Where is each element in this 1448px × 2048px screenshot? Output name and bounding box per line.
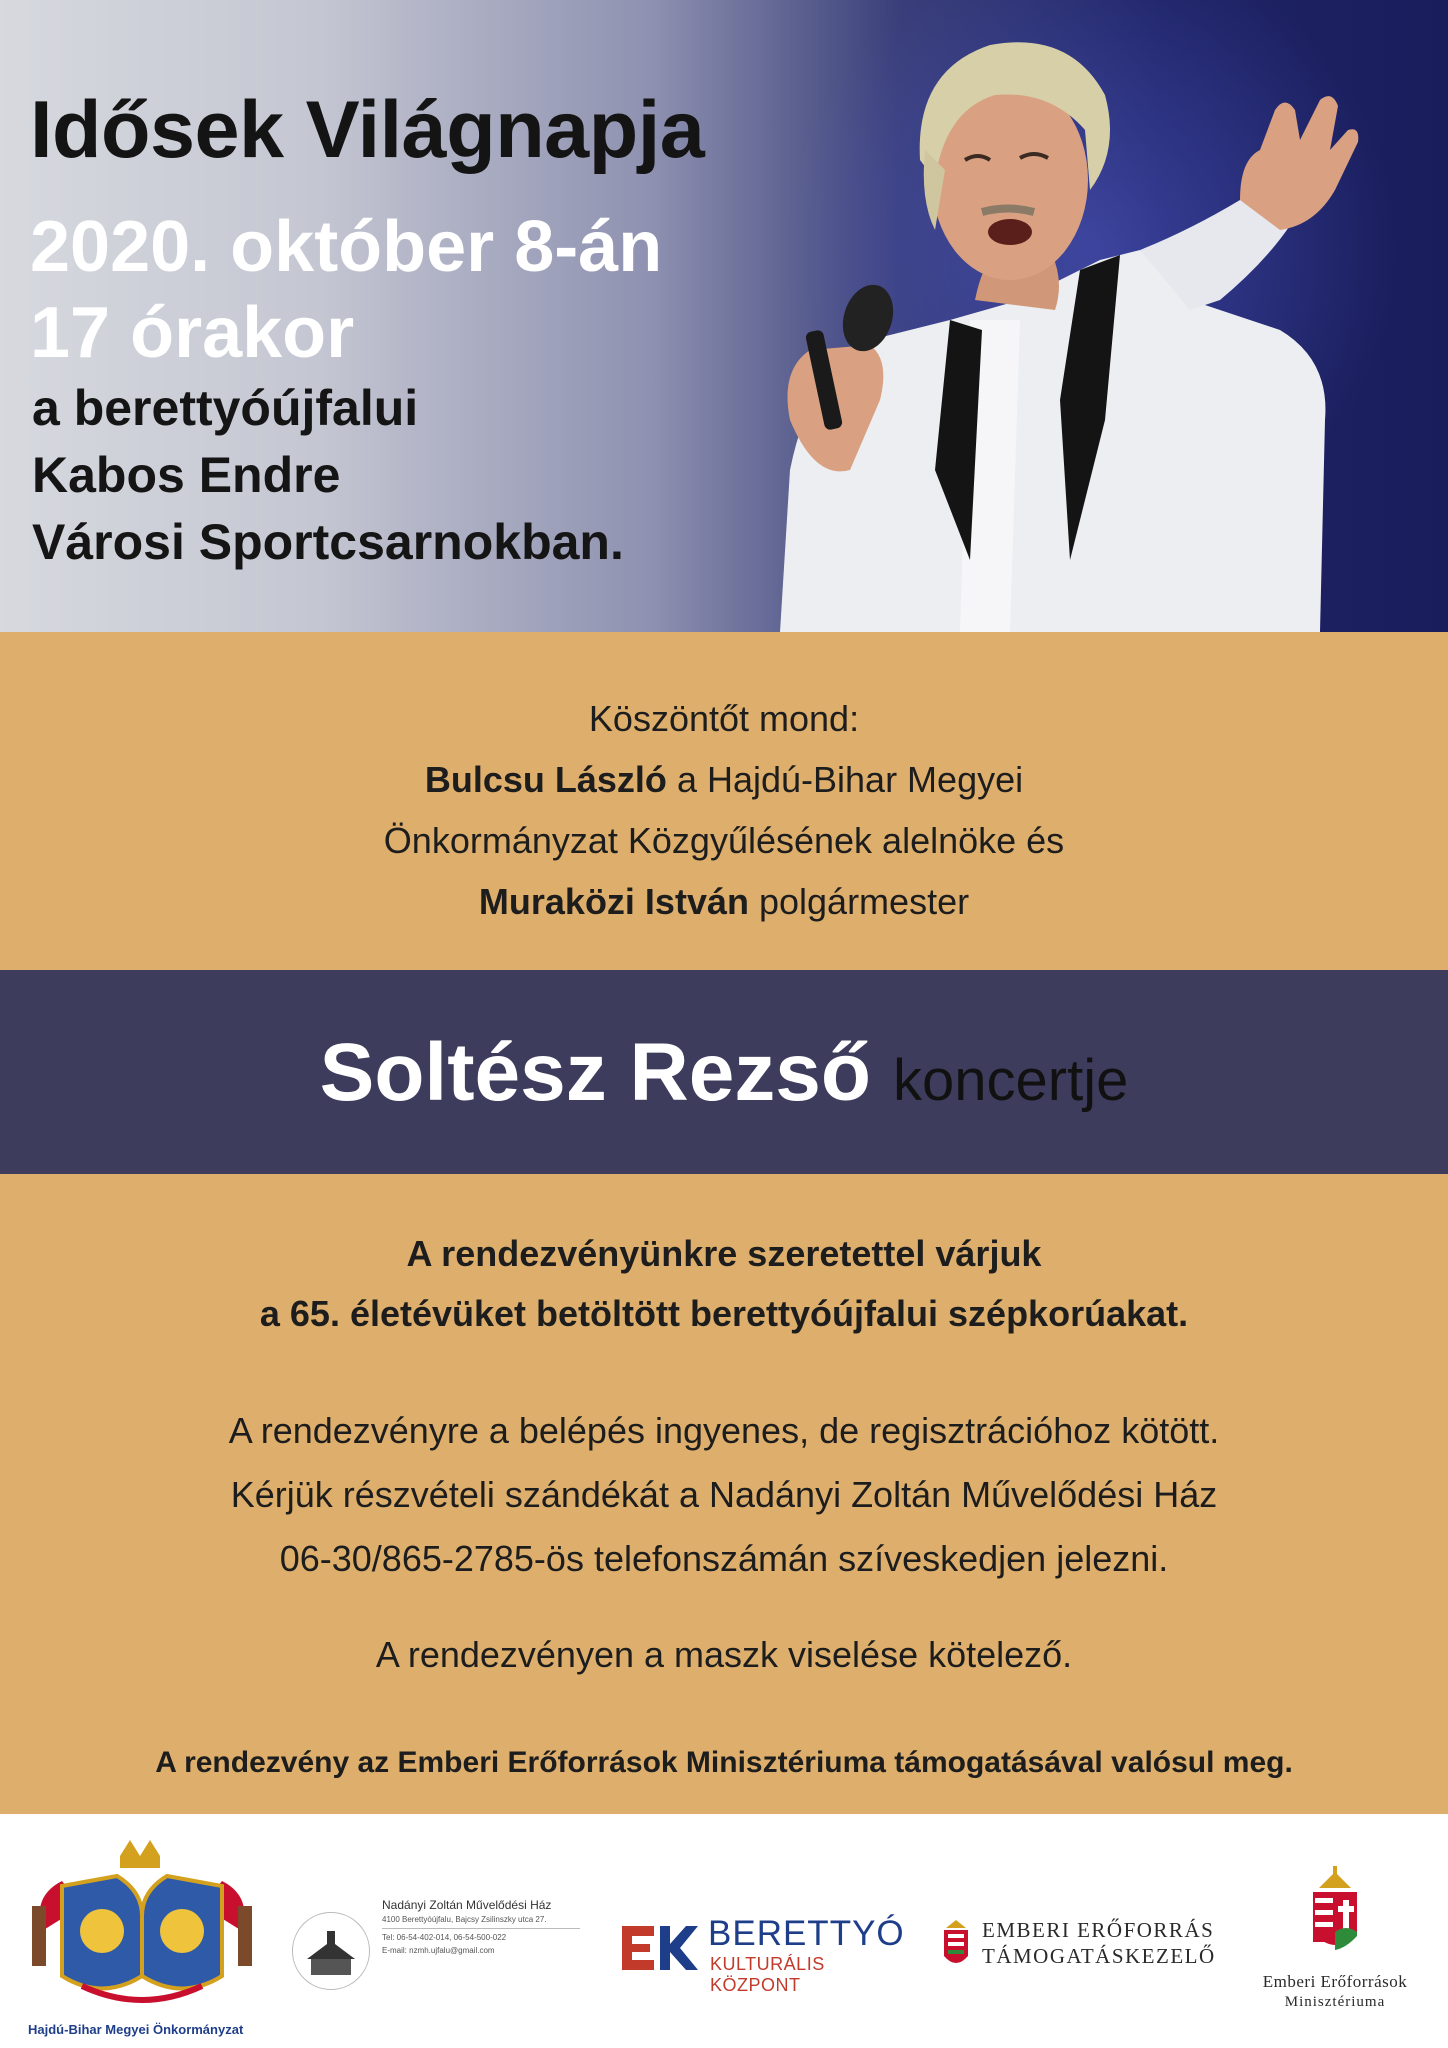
nadanyi-logo bbox=[292, 1898, 592, 1988]
greeting-intro: Köszöntőt mond: bbox=[588, 698, 860, 739]
info-line-3: 06-30/865-2785-ös telefonszámán szíveskedjen jelezni. bbox=[279, 1538, 1169, 1579]
venue-line-1: a berettyóújfalui bbox=[32, 380, 419, 436]
event-date bbox=[30, 204, 662, 376]
support-notice: A rendezvény az Emberi Erőforrások Minisztériuma támogatásával valósul meg. bbox=[155, 1746, 1293, 1779]
speaker-1-name: Bulcsu László bbox=[424, 759, 667, 800]
nadanyi-divider bbox=[382, 1928, 580, 1929]
greeting-speaker-1 bbox=[0, 749, 1448, 810]
hajdu-bihar-coat-of-arms-icon bbox=[22, 1836, 262, 2016]
emmi-line-1: Emberi Erőforrások bbox=[1262, 1972, 1408, 1991]
emmi-line-2: Minisztériuma bbox=[1284, 1994, 1386, 2010]
greeting-speaker-2 bbox=[0, 871, 1448, 932]
mask-notice: A rendezvényen a maszk viselése kötelező. bbox=[375, 1634, 1073, 1675]
speaker-2-name: Muraközi István bbox=[478, 881, 749, 922]
hungarian-crest-icon bbox=[940, 1916, 972, 1976]
nadanyi-building-icon bbox=[292, 1912, 370, 1990]
event-date-time: 17 órakor bbox=[30, 293, 355, 373]
event-details bbox=[0, 1174, 1448, 1814]
concert-band bbox=[0, 970, 1448, 1174]
emet-logo bbox=[940, 1914, 1220, 1984]
emet-line-1: EMBERI ERŐFORRÁS bbox=[982, 1918, 1215, 1942]
venue-line-3: Városi Sportcsarnokban. bbox=[32, 514, 624, 570]
welcome-line-2: a 65. életévüket betöltött berettyóújfalui szépkorúakat. bbox=[259, 1293, 1189, 1334]
welcome-line-1: A rendezvényünkre szeretettel várjuk bbox=[406, 1233, 1042, 1274]
nadanyi-address: 4100 Berettyóújfalu, Bajcsy Zsilinszky utca 27. bbox=[382, 1915, 547, 1924]
hajdu-bihar-caption: Hajdú-Bihar Megyei Önkormányzat bbox=[28, 2022, 244, 2037]
berettyo-subtitle: KULTURÁLIS KÖZPONT bbox=[710, 1954, 825, 1995]
artist-name: Soltész Rezső bbox=[319, 1027, 872, 1118]
event-title: Idősek Világnapja bbox=[30, 85, 705, 175]
speaker-1-role-cont: Önkormányzat Közgyűlésének alelnöke és bbox=[383, 820, 1065, 861]
nadanyi-email: E-mail: nzmh.ujfalu@gmail.com bbox=[382, 1946, 495, 1955]
emet-line-2: TÁMOGATÁSKEZELŐ bbox=[982, 1944, 1216, 1968]
sponsor-logos bbox=[0, 1814, 1448, 2048]
speaker-2-role: polgármester bbox=[748, 881, 970, 922]
info-line-2: Kérjük részvételi szándékát a Nadányi Zoltán Művelődési Ház bbox=[230, 1474, 1218, 1515]
berettyo-wordmark: BERETTYÓ bbox=[708, 1914, 905, 1953]
berettyo-logo bbox=[618, 1914, 918, 1995]
emmi-logo bbox=[1230, 1866, 1440, 2026]
nadanyi-name: Nadányi Zoltán Művelődési Ház bbox=[382, 1898, 552, 1912]
hajdu-bihar-logo bbox=[22, 1836, 262, 2041]
registration-info bbox=[0, 1399, 1448, 1591]
nadanyi-phone: Tel: 06-54-402-014, 06-54-500-022 bbox=[382, 1933, 507, 1942]
hungarian-coat-of-arms-icon bbox=[1305, 1866, 1365, 1962]
concert-label: koncertje bbox=[893, 1048, 1129, 1113]
venue-line-2: Kabos Endre bbox=[32, 447, 341, 503]
greeting-section bbox=[0, 632, 1448, 970]
welcome-text bbox=[0, 1224, 1448, 1344]
bk-monogram-icon bbox=[618, 1918, 702, 1978]
info-line-1: A rendezvényre a belépés ingyenes, de regisztrációhoz kötött. bbox=[228, 1410, 1220, 1451]
poster-header bbox=[0, 0, 1448, 632]
speaker-1-role: a Hajdú-Bihar Megyei bbox=[666, 759, 1024, 800]
event-date-day: 2020. október 8-án bbox=[30, 207, 663, 287]
event-venue bbox=[32, 375, 624, 576]
singer-photo bbox=[720, 0, 1448, 632]
